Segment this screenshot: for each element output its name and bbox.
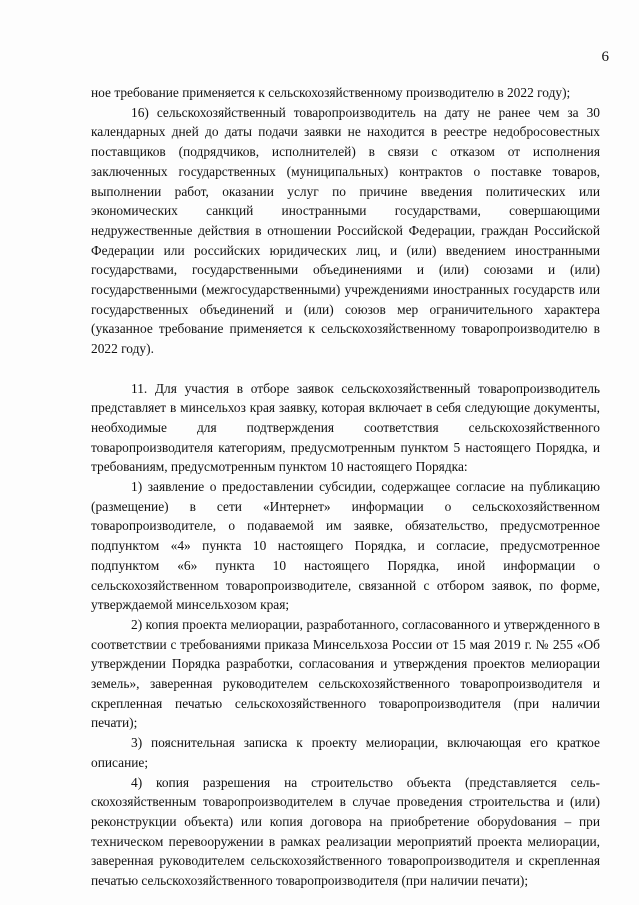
page-number: 6 [601,49,609,65]
paragraph-subitem-4: 4) копия разрешения на строительство объекта (представляется сельскохозяйственным товаропроизводителем в случае проведения строительства и (или) реконструкции объекта) или копия договора на приобретение оборуdования – при техническом перевооружении в рамках реализации мероприятий проекта мелиорации, заверенная руководителем сельскохозяйственного товаропроизводителя и скрепленная печатью сельскохозяйственного товаропроизводителя (при наличии печати); [91,774,600,889]
paragraph-continuation: ное требование применяется к сельскохозяйственному производителю в 2022 году); [91,85,571,100]
paragraph-subitem-1: 1) заявление о предоставлении субсидии, содержащее согласие на публикацию (размещение) в сети «Интернет» информации о сельскохозяйственном товаропроизводителе, о подаваемой им заявке, обязательство, предусмотренное подпунктом «4» пункта 10 настоящего Порядка, и согласие, предусмотренное подпунктом «6» пункта 10 настоящего Порядка, иной информации о сельскохозяйственном товаропроизводителе, связанной с отбором заявок, по форме, утверждаемой минсельхозом края; [91,479,600,613]
paragraph-subitem-2: 2) копия проекта мелиорации, разработанного, согласованного и утвержденного в соответствии с требованиями приказа Минсельхоза России от 15 мая 2019 г. № 255 «Об утверждении Порядка разработки, согласования и утверждения проектов мелиорации земель», заверенная руководителем сельскохозяйственного товаропроизводителя и скрепленная печатью сельскохозяйственного товаропроизводителя (при наличии печати); [91,616,600,731]
paragraph-section-11: 11. Для участия в отборе заявок сельскохозяйственный товаропроизводитель представляет в минсельхоз края заявку, которая включает в себя следующие документы, необходимые для подтверждения соответствия сельскохозяйственного товаропроизводителя категориям, предусмотренным пунктом 5 настоящего Порядка, и требованиям, предусмотренным пунктом 10 настоящего Порядка: [91,380,600,475]
document-body [91,83,600,891]
paragraph-subitem-3: 3) пояснительная записка к проекту мелиорации, включающая его краткое описание; [91,735,600,770]
paragraph-item-16: 16) сельскохозяйственный товаропроизводитель на дату не ранее чем за 30 календарных дней до даты подачи заявки не находится в реестре недобросовестных поставщиков (подрядчиков, исполнителей) в связи с отказом от исполнения заключенных государственных (муниципальных) контрактов о поставке товаров, выполнении работ, оказании услуг по причине введения политических или экономических санкций иностранными государствами, совершающими недружественные действия в отношении Российской Федерации, граждан Российской Федерации или российских юридических лиц, и (или) введением иностранными государствами, государственными объединениями и (или) союзами и (или) государственными (межгосударственными) учреждениями иностранных государств или государственных объединений и (или) союзов мер ограничительного характера (указанное требование применяется к сельскохозяйственному товаропроизводителю в 2022 году). [91,104,600,357]
